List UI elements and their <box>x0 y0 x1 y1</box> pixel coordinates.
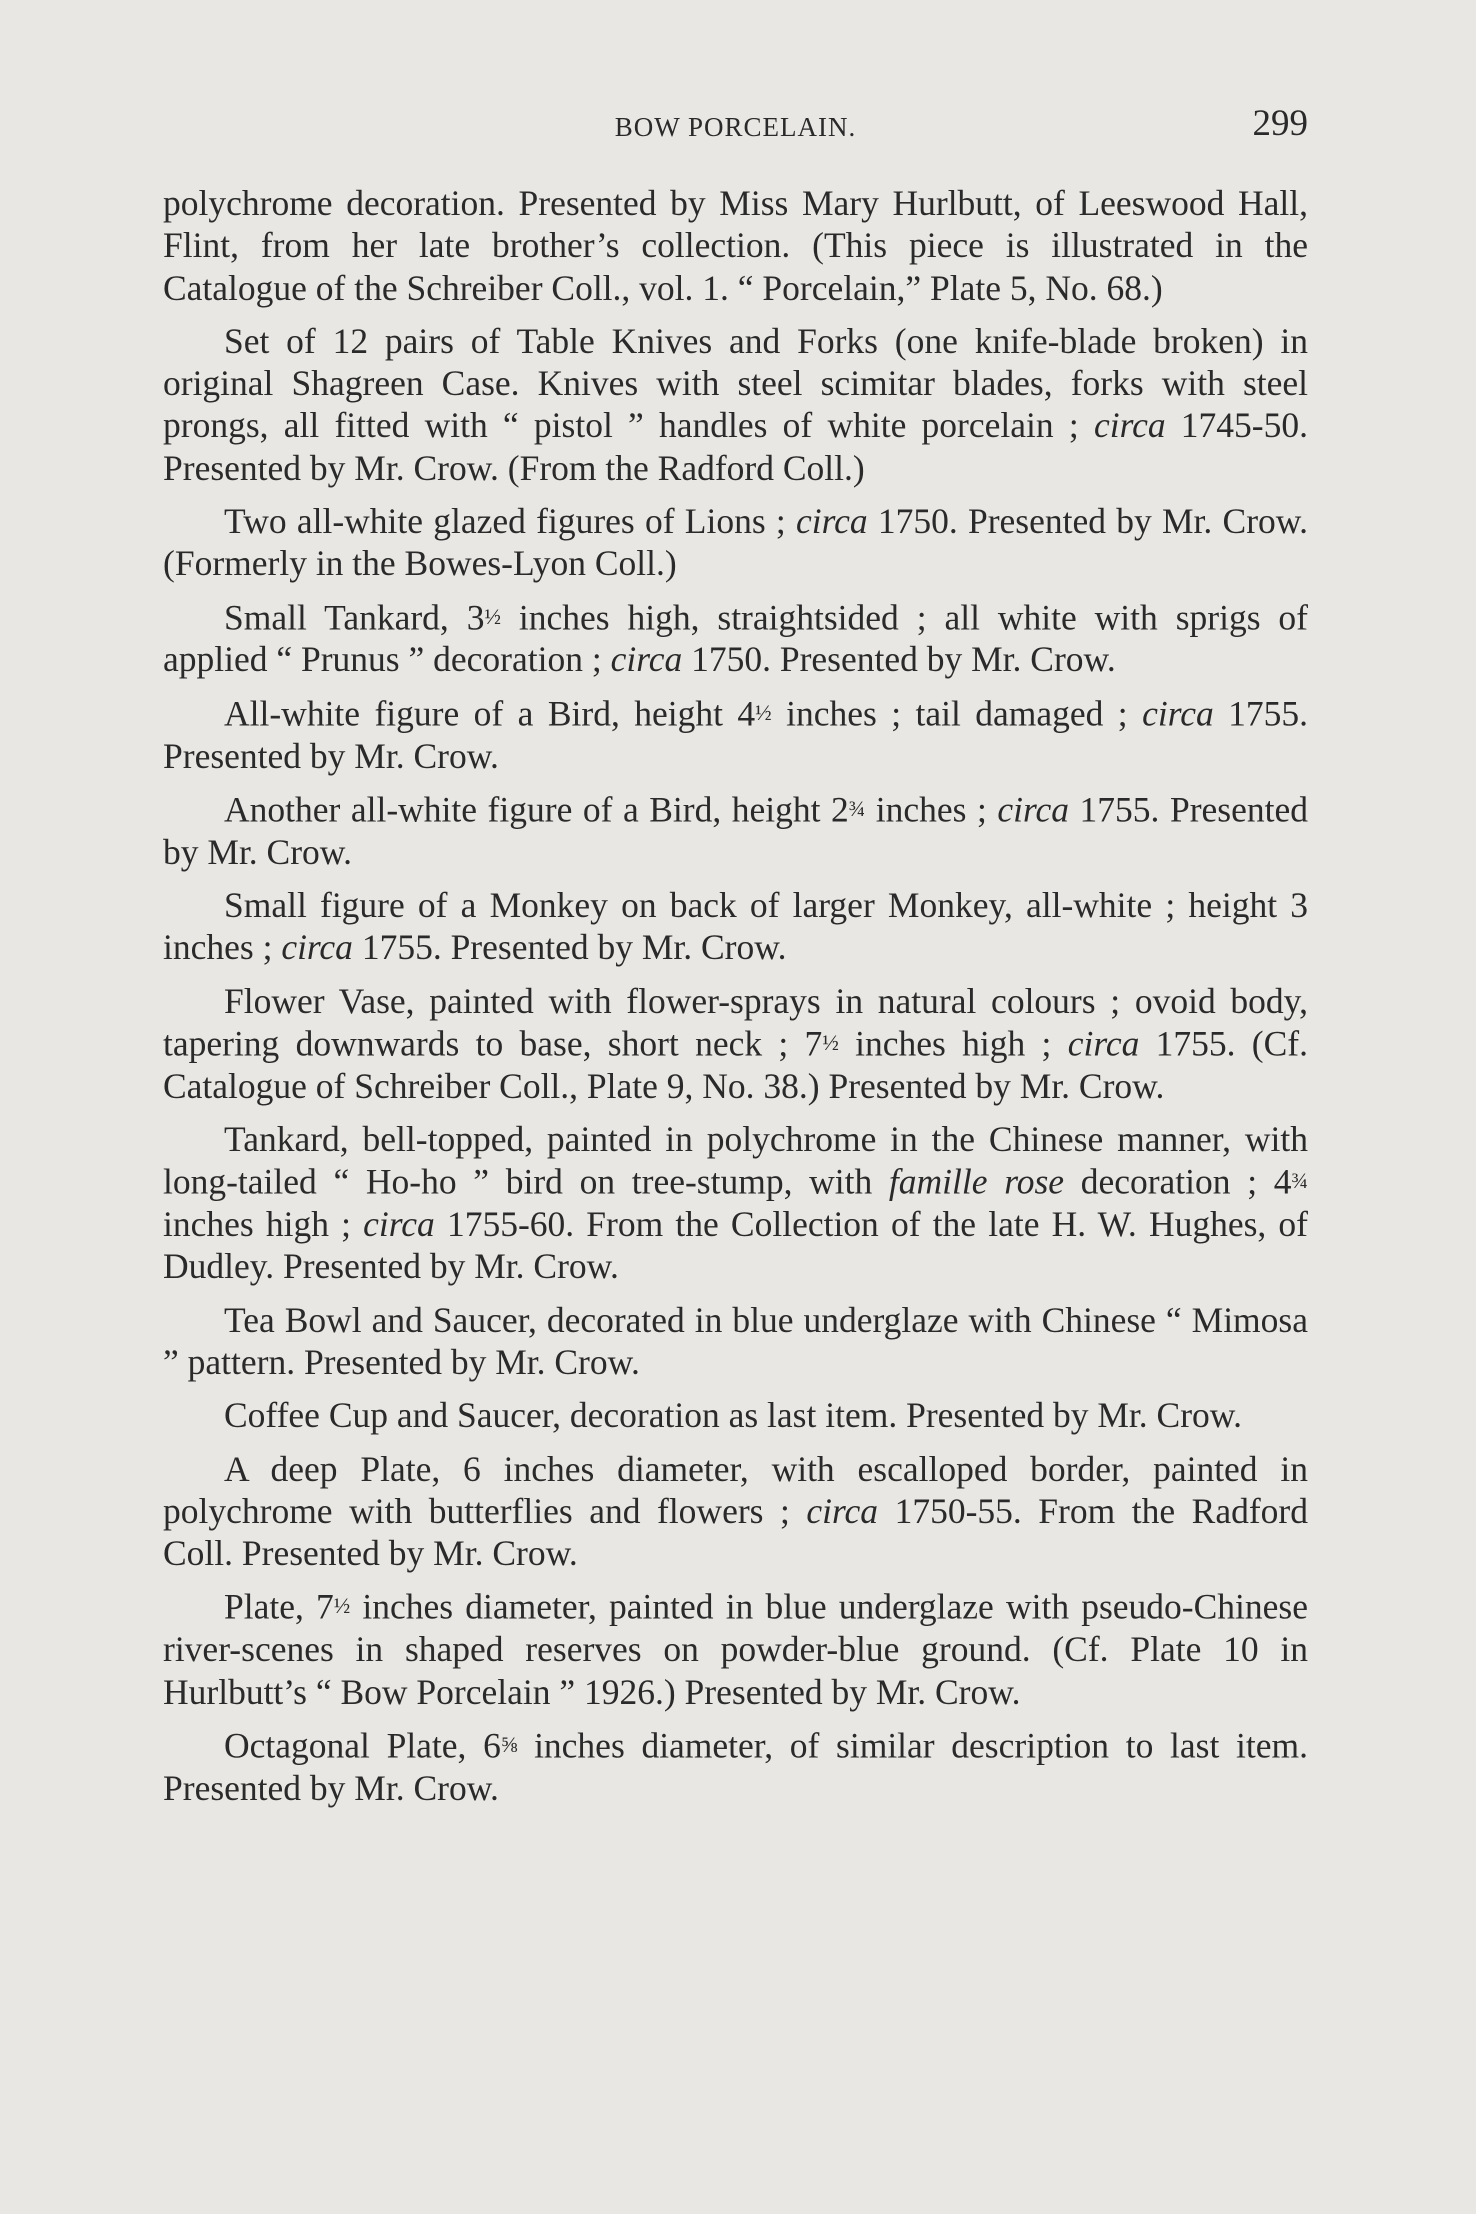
fraction: ¾ <box>1291 1168 1308 1194</box>
italic-text: circa <box>610 639 683 680</box>
paragraph <box>163 1118 1308 1288</box>
text-run: decoration ; 4 <box>1064 1161 1292 1202</box>
text-run: A deep Plate, 6 inches diameter, with escalloped border, painted in polychrome with butterflies and flowers ; <box>163 1448 1308 1531</box>
italic-text: circa <box>281 927 353 968</box>
paragraph <box>163 500 1308 585</box>
text-run: 1750. Presented by Mr. Crow. (Formerly in the Bowes-Lyon Coll.) <box>163 501 1308 584</box>
text-run: inches diameter, of similar description to last item. Presented by Mr. Crow. <box>163 1725 1308 1808</box>
text-run: 1755. Presented by Mr. Crow. <box>352 927 787 968</box>
text-run: Flower Vase, painted with flower-sprays in natural colours ; ovoid body, tapering downwards to base, short neck ; 7 <box>163 980 1308 1064</box>
italic-text: circa <box>796 501 868 542</box>
text-run: 1755. Presented by Mr. Crow. <box>163 693 1308 776</box>
text-run: polychrome decoration. Presented by Miss Mary Hurlbutt, of Leeswood Hall, Flint, from her late brother’s collection. (This piece is illustrated in the Catalogue of the Schreiber Coll., vol. 1. “ Porcelain,” Plate 5, No. 68.) <box>163 183 1308 308</box>
paragraph <box>163 1394 1308 1436</box>
body-text <box>163 182 1308 1809</box>
fraction: ½ <box>484 603 501 629</box>
fraction: ⅝ <box>500 1731 518 1757</box>
paragraph <box>163 320 1308 489</box>
text-run: Small figure of a Monkey on back of larger Monkey, all-white ; height 3 inches ; <box>163 884 1308 968</box>
fraction: ¾ <box>848 795 866 821</box>
text-run: 1755-60. From the Collection of the late H. W. Hughes, of Dudley. Presented by Mr. Crow. <box>163 1204 1309 1287</box>
fraction: ½ <box>333 1593 351 1619</box>
text-run: 1755. Presented by Mr. Crow. <box>163 789 1308 872</box>
paragraph <box>163 788 1308 873</box>
text-run: Tankard, bell-topped, painted in polychrome in the Chinese manner, with long-tailed “ Ho-ho ” bird on tree-stump, with <box>163 1118 1308 1202</box>
text-run: Tea Bowl and Saucer, decorated in blue underglaze with Chinese “ Mimosa ” pattern. Presented by Mr. Crow. <box>163 1299 1308 1382</box>
text-run: Another all-white figure of a Bird, height 2 <box>224 789 849 830</box>
page-number: 299 <box>1252 103 1308 144</box>
text-run: All-white figure of a Bird, height 4 <box>224 693 756 734</box>
text-run: inches diameter, painted in blue underglaze with pseudo-Chinese river-scenes in shaped reserves on powder-blue ground. (Cf. Plate 10 in Hurlbutt’s “ Bow Porcelain ” 1926.) Presented by Mr. Crow. <box>163 1586 1308 1712</box>
running-title: BOW PORCELAIN. <box>614 112 857 142</box>
text-run: Two all-white glazed figures of Lions ; <box>224 501 796 542</box>
paragraph <box>163 596 1308 681</box>
text-run: inches ; <box>865 789 998 830</box>
italic-text: circa <box>806 1490 879 1531</box>
text-run: Plate, 7 <box>224 1586 334 1627</box>
book-page <box>163 100 1308 1820</box>
text-run: Coffee Cup and Saucer, decoration as last item. Presented by Mr. Crow. <box>224 1395 1242 1436</box>
page-header <box>163 100 1308 160</box>
italic-text: circa <box>363 1204 435 1245</box>
text-run: Small Tankard, 3 <box>224 597 485 638</box>
italic-text: circa <box>1142 693 1214 734</box>
text-run: 1755. (Cf. Catalogue of Schreiber Coll., Plate 9, No. 38.) Presented by Mr. Crow. <box>163 1023 1309 1106</box>
paragraph <box>163 1585 1308 1712</box>
paragraph <box>163 692 1308 777</box>
text-run: inches ; tail damaged ; <box>771 693 1143 734</box>
italic-text: circa <box>997 789 1070 830</box>
text-run: 1750. Presented by Mr. Crow. <box>682 639 1116 680</box>
text-run: inches high ; <box>163 1204 364 1245</box>
fraction: ½ <box>822 1029 839 1055</box>
text-run: Octagonal Plate, 6 <box>224 1725 501 1766</box>
text-run: Set of 12 pairs of Table Knives and Forks (one knife-blade broken) in original Shagreen Case. Knives with steel scimitar blades, forks with steel prongs, all fitted with “ pistol ” handles of white porcelain ; <box>163 320 1308 446</box>
text-run: inches high, straightsided ; all white with sprigs of applied “ Prunus ” decoration ; <box>163 597 1308 680</box>
text-run: 1745-50. Presented by Mr. Crow. (From the Radford Coll.) <box>163 405 1308 488</box>
text-run: 1750-55. From the Radford Coll. Presented by Mr. Crow. <box>163 1490 1308 1574</box>
paragraph <box>163 182 1308 309</box>
paragraph <box>163 1448 1308 1575</box>
italic-text: famille rose <box>888 1161 1065 1202</box>
paragraph <box>163 980 1308 1107</box>
italic-text: circa <box>1067 1023 1140 1064</box>
paragraph <box>163 1299 1308 1384</box>
italic-text: circa <box>1093 405 1166 446</box>
paragraph <box>163 884 1308 969</box>
text-run: inches high ; <box>838 1023 1068 1064</box>
paragraph <box>163 1724 1308 1809</box>
fraction: ½ <box>755 699 772 725</box>
